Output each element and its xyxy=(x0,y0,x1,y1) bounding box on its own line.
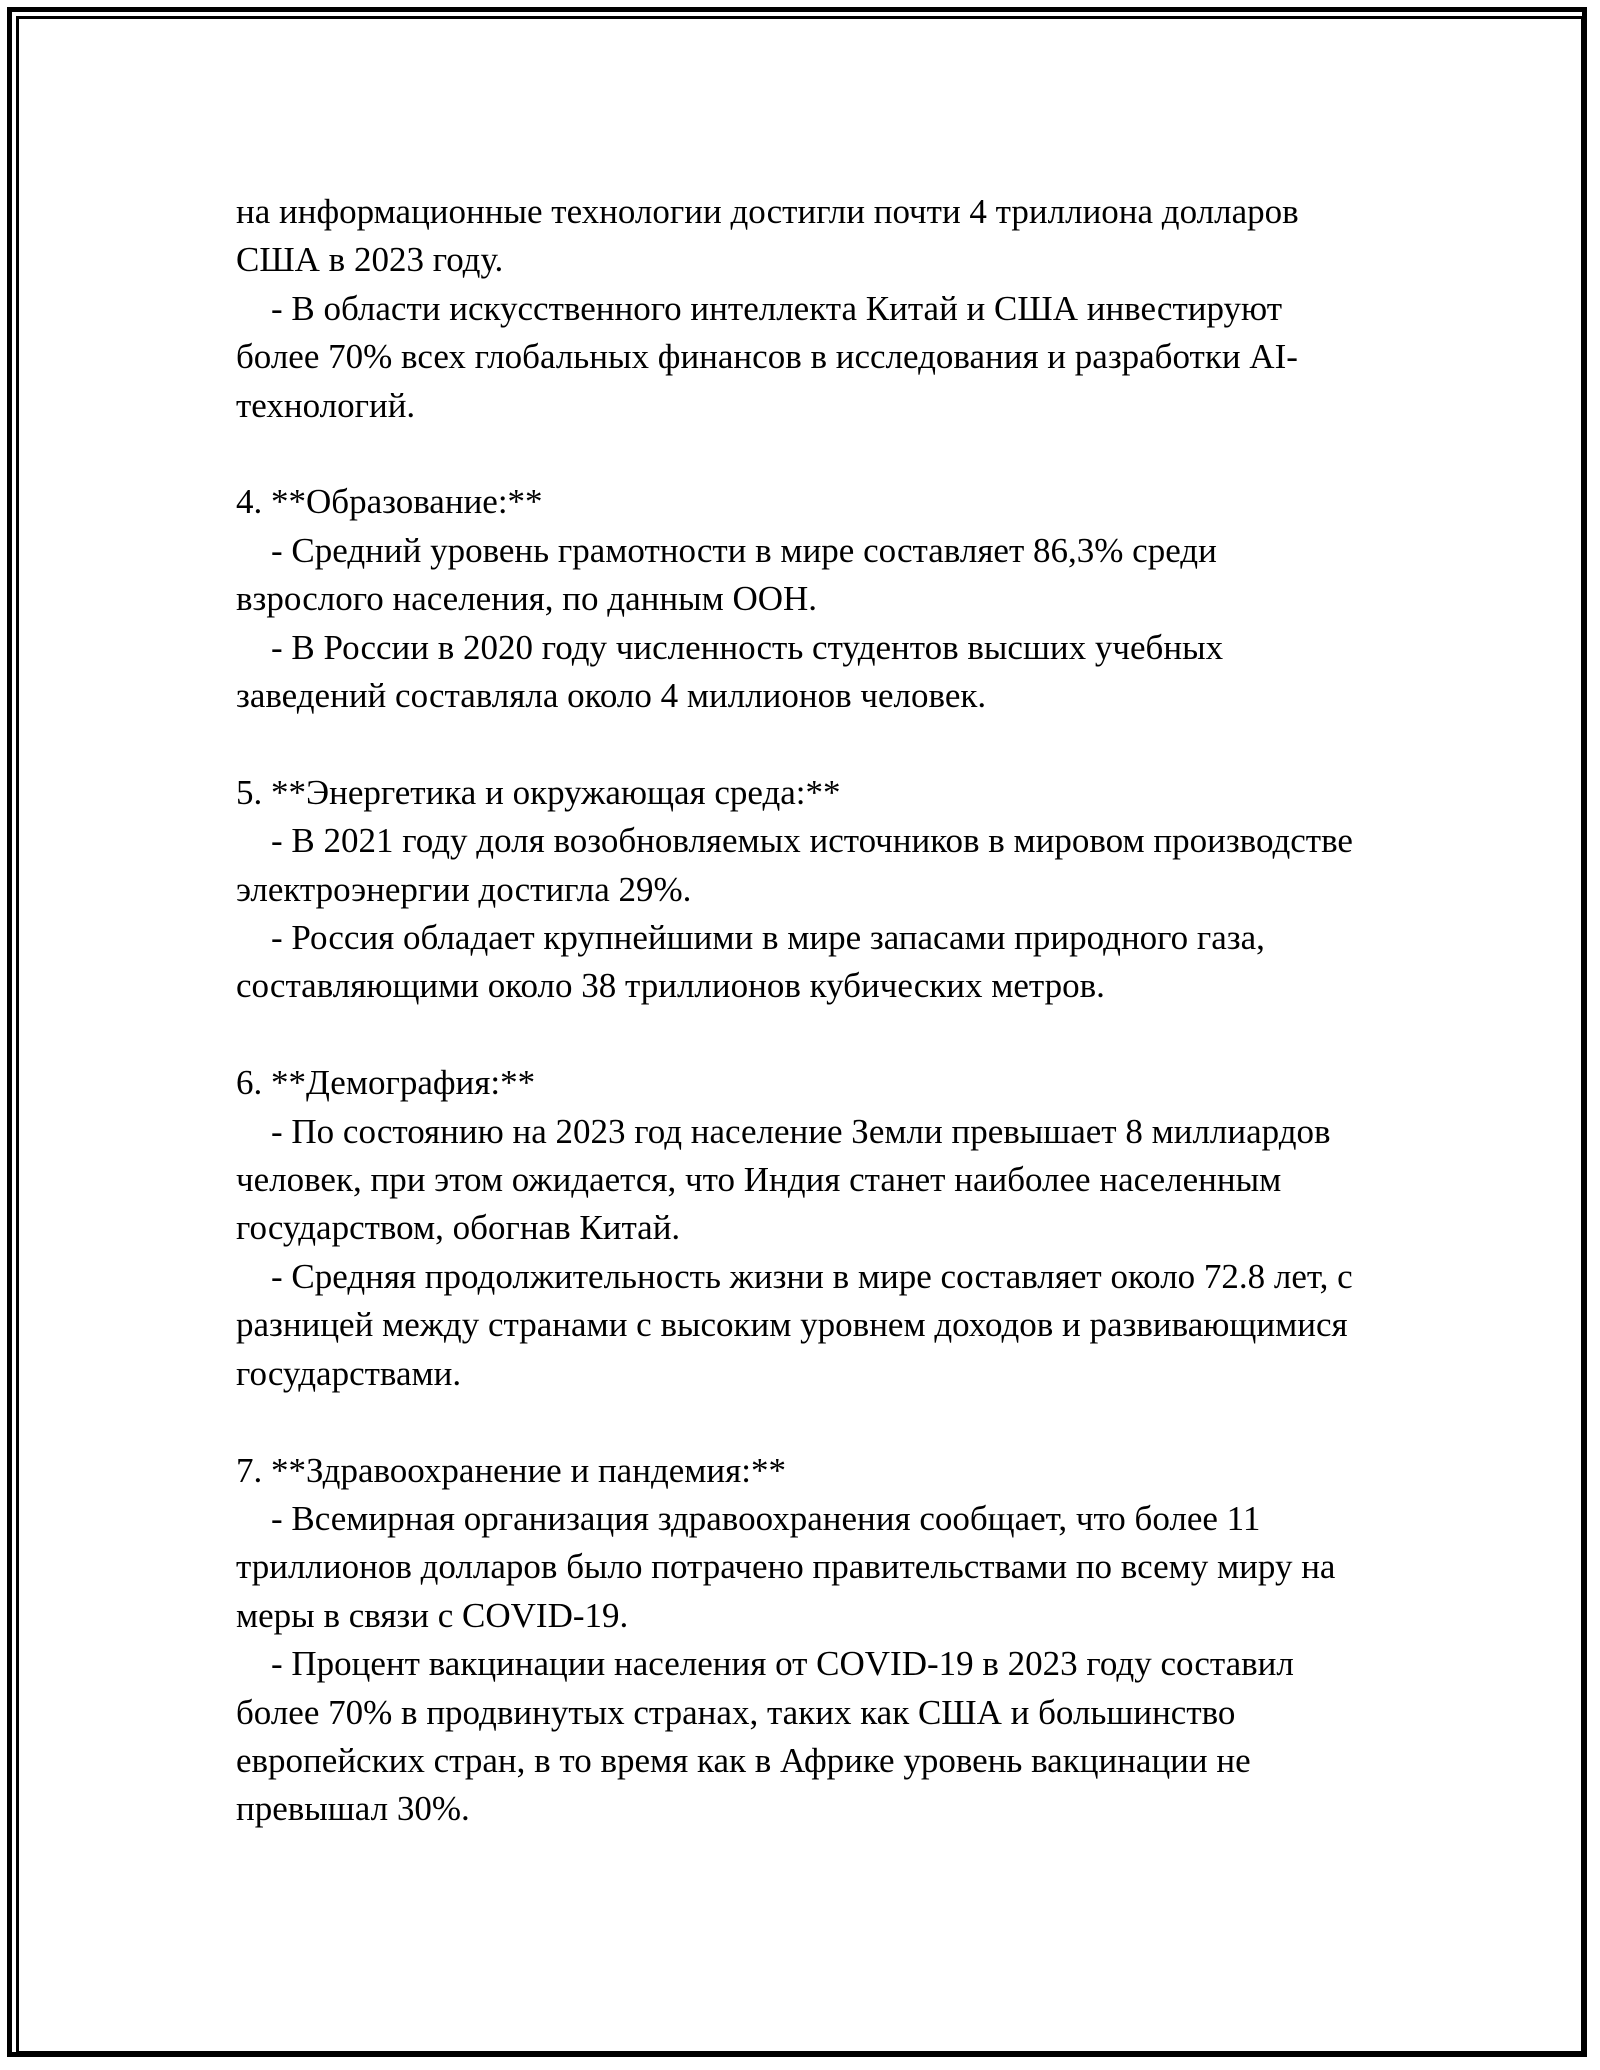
indent xyxy=(236,1112,271,1151)
list-item-text: - Всемирная организация здравоохранения сообщает, что более 11 триллионов долларов было потрачено правительствами по всему миру на меры в связи с COVID-19. xyxy=(236,1498,1336,1635)
list-item-text: - В области искусственного интеллекта Китай и США инвестируют более 70% всех глобальных финансов в исследования и разработки AI-технологий. xyxy=(236,288,1298,425)
indent xyxy=(236,289,271,328)
list-item-literacy xyxy=(236,527,1366,624)
indent xyxy=(236,1257,271,1296)
section-heading-demography: 6. **Демография:** xyxy=(236,1063,536,1103)
indent xyxy=(236,821,271,860)
list-item-ai-investment xyxy=(236,285,1366,430)
list-item-text: - Средний уровень грамотности в мире составляет 86,3% среди взрослого населения, по данным ООН. xyxy=(236,530,1217,619)
list-item-text: - Процент вакцинации населения от COVID-19 в 2023 году составил более 70% в продвинутых странах, таких как США и большинство европейских стран, в то время как в Африке уровень вакцинации не превышал 30%. xyxy=(236,1644,1294,1829)
document-body xyxy=(236,188,1366,1834)
list-item-text: - В России в 2020 году численность студентов высших учебных заведений составляла около 4 миллионов человек. xyxy=(236,627,1224,716)
indent xyxy=(236,1644,271,1683)
section-heading-healthcare: 7. **Здравоохранение и пандемия:** xyxy=(236,1450,786,1490)
indent xyxy=(236,918,271,957)
list-item-students xyxy=(236,624,1366,721)
list-item-text: - Россия обладает крупнейшими в мире запасами природного газа, составляющими около 38 триллионов кубических метров. xyxy=(236,918,1265,1006)
list-item-gas-reserves xyxy=(236,914,1366,1011)
list-item-text: - По состоянию на 2023 год население Земли превышает 8 миллиардов человек, при этом ожидается, что Индия станет наиболее населенным государством, обогнав Китай. xyxy=(236,1111,1331,1248)
list-item-population xyxy=(236,1108,1366,1253)
spacer xyxy=(236,430,1366,478)
indent xyxy=(236,531,271,570)
list-item-renewables xyxy=(236,817,1366,914)
list-item-text: - Средняя продолжительность жизни в мире составляет около 72.8 лет, с разницей между странами с высоким уровнем доходов и развивающимися государствами. xyxy=(236,1256,1353,1393)
list-item-text: - В 2021 году доля возобновляемых источников в мировом производстве электроэнергии достигла 29%. xyxy=(236,821,1353,909)
indent xyxy=(236,628,271,667)
paragraph-it-spending: на информационные технологии достигли почти 4 триллиона долларов США в 2023 году. xyxy=(236,192,1299,280)
spacer xyxy=(236,1398,1366,1446)
spacer xyxy=(236,1011,1366,1059)
list-item-vaccination xyxy=(236,1640,1366,1834)
spacer xyxy=(236,720,1366,768)
section-heading-energy: 5. **Энергетика и окружающая среда:** xyxy=(236,772,841,812)
list-item-life-expectancy xyxy=(236,1253,1366,1398)
section-heading-education: 4. **Образование:** xyxy=(236,482,543,522)
list-item-covid-spending xyxy=(236,1495,1366,1640)
indent xyxy=(236,1499,271,1538)
